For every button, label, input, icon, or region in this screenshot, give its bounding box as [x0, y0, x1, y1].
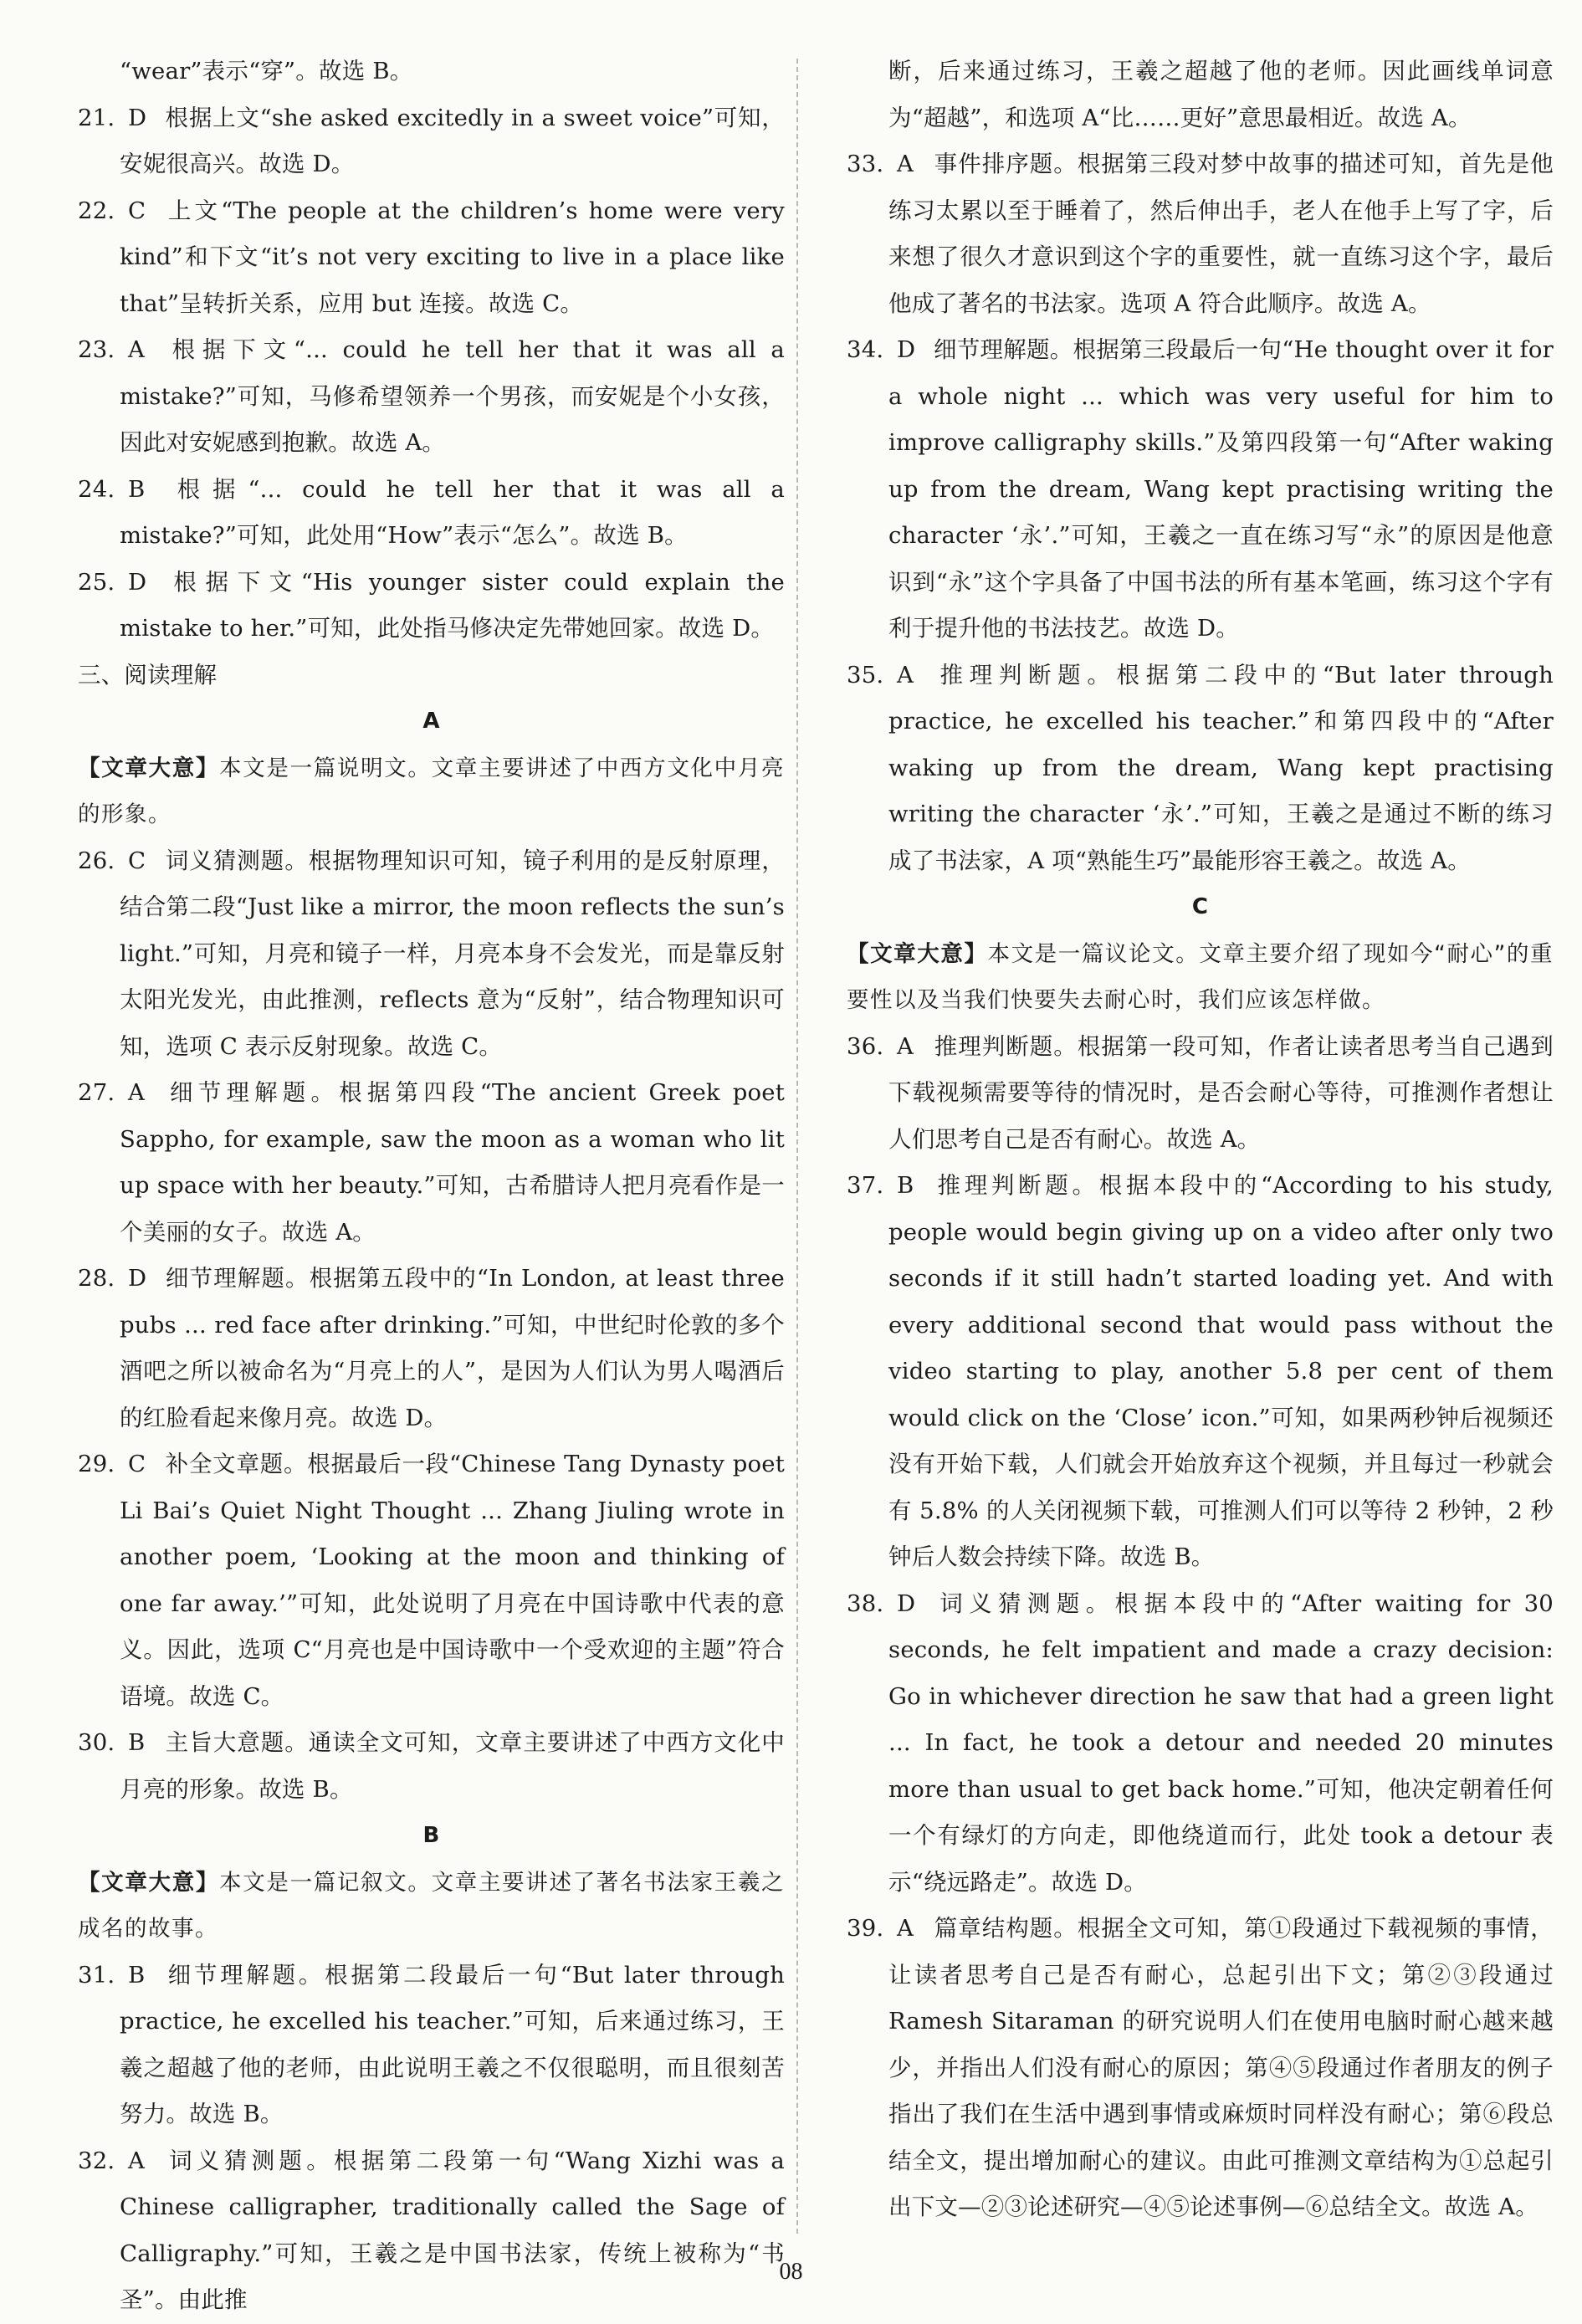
- passage-label-b: B: [422, 1823, 440, 1848]
- answer-22: 22. C 上文“The people at the children’s home were very kind”和下文“it’s not very exciting to live in a place like that”呈转折关系，应用 but 连接。故选 C。: [78, 197, 785, 317]
- answer-36: 36. A 推理判断题。根据第一段可知，作者让读者思考当自己遇到下载视频需要等待的情况时，是否会耐心等待，可推测作者想让人们思考自己是否有耐心。故选 A。: [847, 1032, 1554, 1153]
- answer-26: 26. C 词义猜测题。根据物理知识可知，镜子利用的是反射原理，结合第二段“Just like a mirror, the moon reflects the sun’s light.”可知，月亮和镜子一样，月亮本身不会发光，而是靠反射太阳光发光，由此推测，reflects 意为“反射”，结合物理知识可知，选项 C 表示反射现象。故选 C。: [78, 847, 785, 1060]
- answer-38: 38. D 词义猜测题。根据本段中的“After waiting for 30 seconds, he felt impatient and made a crazy decision: Go in whichever direction he saw that had a green light ... In fact, he took a detour and needed 20 minutes more than usual to get back home.”可知，他决定朝着任何一个有绿灯的方向走，即他绕道而行，此处 took a detour 表示“绕远路走”。故选 D。: [847, 1589, 1554, 1896]
- answer-24: 24. B 根据“... could he tell her that it was all a mistake?”可知，此处用“How”表示“怎么”。故选 B。: [78, 475, 785, 549]
- passage-label-a: A: [422, 709, 440, 734]
- answer-34: 34. D 细节理解题。根据第三段最后一句“He thought over it for a whole night ... which was very useful for him to improve calligraphy skills.”及第四段第一句“After waking up from the dream, Wang kept practising writing the character ‘永’.”可知，王羲之一直在练习写“永”的原因是他意识到“永”这个字具备了中国书法的所有基本笔画，练习这个字有利于提升他的书法技艺。故选 D。: [847, 336, 1554, 642]
- section-title: 三、阅读理解: [78, 661, 218, 688]
- answer-33: 33. A 事件排序题。根据第三段对梦中故事的描述可知，首先是他练习太累以至于睡着了，然后伸出手，老人在他手上写了字，后来想了很久才意识到这个字的重要性，就一直练习这个字，最后他成了著名的书法家。选项 A 符合此顺序。故选 A。: [847, 151, 1554, 317]
- answer-25: 25. D 根据下文“His younger sister could explain the mistake to her.”可知，此处指马修决定先带她回家。故选 D。: [78, 568, 785, 642]
- answer-39: 39. A 篇章结构题。根据全文可知，第①段通过下载视频的事情，让读者思考自己是否有耐心，总起引出下文；第②③段通过 Ramesh Sitaraman 的研究说明人们在使用电脑时耐心越来越少，并指出人们没有耐心的原因；第④⑤段通过作者朋友的例子指出了我们在生活中遇到事情或麻烦时同样没有耐心；第⑥段总结全文，提出增加耐心的建议。由此可推测文章结构为①总起引出下文—②③论述研究—④⑤论述事例—⑥总结全文。故选 A。: [847, 1915, 1554, 2220]
- answer-30: 30. B 主旨大意题。通读全文可知，文章主要讲述了中西方文化中月亮的形象。故选 B。: [78, 1729, 785, 1803]
- q20-continuation: “wear”表示“穿”。故选 B。: [120, 58, 413, 84]
- answer-28: 28. D 细节理解题。根据第五段中的“In London, at least three pubs ... red face after drinking.”可知，中世纪时伦敦的多个酒吧之所以被命名为“月亮上的人”，是因为人们认为男人喝酒后的红脸看起来像月亮。故选 D。: [78, 1265, 785, 1431]
- column-divider: [796, 59, 798, 2234]
- answer-37: 37. B 推理判断题。根据本段中的“According to his study, people would begin giving up on a video after only two seconds if it still hadn’t started loading yet. And with every additional second that would pass without the video starting to play, another 5.8 per cent of them would click on the ‘Close’ icon.”可知，如果两秒钟后视频还没有开始下载，人们就会开始放弃这个视频，并且每过一秒就会有 5.8% 的人关闭视频下载，可推测人们可以等待 2 秒钟，2 秒钟后人数会持续下降。故选 B。: [847, 1172, 1554, 1570]
- passage-label-c: C: [1191, 894, 1209, 919]
- summary-b: 【文章大意】本文是一篇记叙文。文章主要讲述了著名书法家王羲之成名的故事。: [78, 1869, 786, 1942]
- answer-35: 35. A 推理判断题。根据第二段中的“But later through practice, he excelled his teacher.”和第四段中的“After waking up from the dream, Wang kept practising writing the character ‘永’.”可知，王羲之是通过不断的练习成了书法家，A 项“熟能生巧”最能形容王羲之。故选 A。: [847, 661, 1554, 874]
- answer-27: 27. A 细节理解题。根据第四段“The ancient Greek poet Sappho, for example, saw the moon as a woman who lit up space with her beauty.”可知，古希腊诗人把月亮看作是一个美丽的女子。故选 A。: [78, 1079, 785, 1246]
- answer-23: 23. A 根据下文“... could he tell her that it was all a mistake?”可知，马修希望领养一个男孩，而安妮是个小女孩，因此对安妮感到抱歉。故选 A。: [78, 336, 785, 456]
- summary-c: 【文章大意】本文是一篇议论文。文章主要介绍了现如今“耐心”的重要性以及当我们快要失去耐心时，我们应该怎样做。: [847, 940, 1554, 1013]
- left-column: [78, 49, 785, 2324]
- answer-21: 21. D 根据上文“she asked excitedly in a sweet voice”可知，安妮很高兴。故选 D。: [78, 104, 785, 177]
- answer-29: 29. C 补全文章题。根据最后一段“Chinese Tang Dynasty poet Li Bai’s Quiet Night Thought ... Zhang Jiuling wrote in another poem, ‘Looking at the moon and thinking of one far away.’”可知，此处说明了月亮在中国诗歌中代表的意义。因此，选项 C“月亮也是中国诗歌中一个受欢迎的主题”符合语境。故选 C。: [78, 1451, 785, 1710]
- summary-a: 【文章大意】本文是一篇说明文。文章主要讲述了中西方文化中月亮的形象。: [78, 755, 786, 827]
- q32-continuation: 断，后来通过练习，王羲之超越了他的老师。因此画线单词意为“超越”，和选项 A“比……更好”意思最相近。故选 A。: [888, 58, 1554, 131]
- page-number: 08: [779, 2259, 803, 2285]
- answer-31: 31. B 细节理解题。根据第二段最后一句“But later through practice, he excelled his teacher.”可知，后来通过练习，王羲之超越了他的老师，由此说明王羲之不仅很聪明，而且很刻苦努力。故选 B。: [78, 1961, 785, 2127]
- right-column: [847, 49, 1554, 2231]
- answer-32: 32. A 词义猜测题。根据第二段第一句“Wang Xizhi was a Chinese calligrapher, traditionally called the Sage of Calligraphy.”可知，王羲之是中国书法家，传统上被称为“书圣”。由此推: [78, 2147, 785, 2313]
